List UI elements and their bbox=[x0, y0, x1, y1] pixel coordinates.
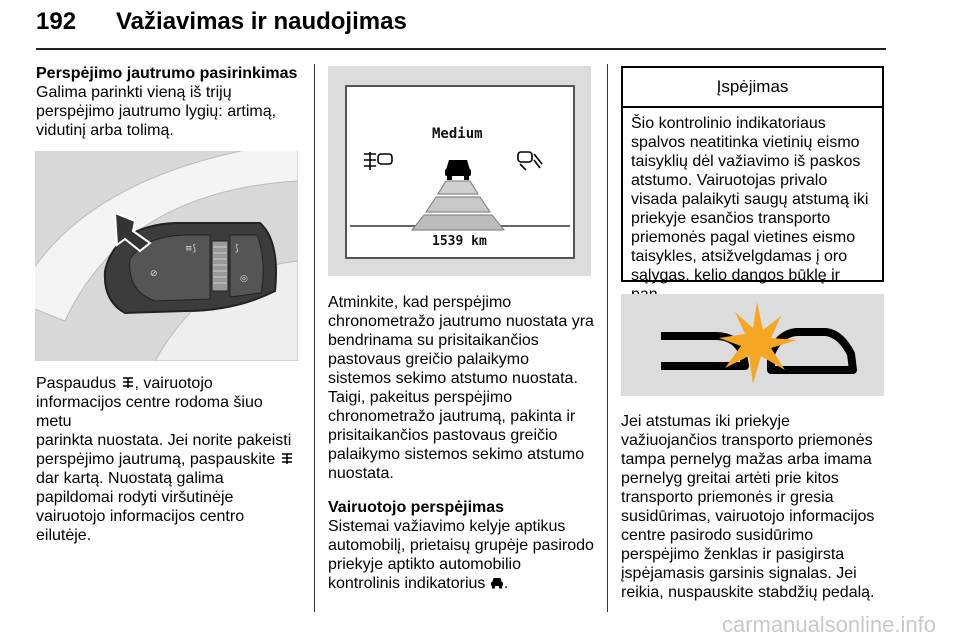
paragraph-line: Jei atstumas iki priekyje bbox=[621, 413, 790, 430]
paragraph-line: perspėjimo ženklas ir pasigirsta bbox=[621, 546, 845, 563]
paragraph-line: kontrolinis indikatorius . bbox=[328, 575, 509, 592]
warning-body bbox=[623, 108, 882, 304]
steering-wheel-image bbox=[35, 151, 298, 361]
text-fragment: perspėjimo jautrumą, paspauskite bbox=[36, 451, 280, 468]
driver-info-display-image bbox=[328, 66, 591, 276]
paragraph-line bbox=[36, 374, 302, 393]
warning-line: spalvos neatitinka vietinių eismo bbox=[631, 134, 860, 151]
paragraph-line: chronometražo jautrumą, pakinta ir bbox=[328, 408, 576, 425]
paragraph-line: informacijos centre rodoma šiuo metu bbox=[36, 394, 263, 430]
column-2-text bbox=[328, 293, 598, 593]
text-fragment: kontrolinis indikatorius bbox=[328, 575, 490, 592]
warning-line: Šio kontrolinio indikatoriaus bbox=[631, 115, 826, 132]
paragraph-line: chronometražo jautrumo nuostata yra bbox=[328, 313, 594, 330]
gap-sensitivity-icon bbox=[121, 376, 135, 389]
text-fragment: , vairuotojo bbox=[134, 375, 213, 392]
svg-text:⟆: ⟆ bbox=[235, 244, 239, 254]
paragraph-line: pernelyg greitai artėti prie kitos bbox=[621, 470, 839, 487]
column-1 bbox=[36, 64, 302, 140]
paragraph-line bbox=[36, 450, 302, 469]
warning-line: priemonės pagal vietines eismo bbox=[631, 229, 856, 246]
paragraph-line: Taigi, pakeitus perspėjimo bbox=[328, 389, 513, 406]
paragraph-line: prisitaikančios pastovaus greičio bbox=[328, 427, 558, 444]
header-rule bbox=[36, 48, 886, 50]
warning-line: taisykles, atsižvelgdamas į oro bbox=[631, 248, 848, 265]
svg-text:⊘: ⊘ bbox=[150, 269, 158, 279]
paragraph-line: transporto priemonės ir gresia bbox=[621, 489, 834, 506]
paragraph-line: susidūrimas, vairuotojo informacijos bbox=[621, 508, 875, 525]
paragraph-line: automobilį, prietaisų grupėje pasirodo bbox=[328, 537, 594, 554]
paragraph-line: dar kartą. Nuostatą galima bbox=[36, 470, 224, 487]
column-divider-1 bbox=[314, 64, 315, 612]
warning-line: priekyje esančios transporto bbox=[631, 210, 831, 227]
paragraph-line: palaikymo sistemos sekimo atstumo bbox=[328, 446, 585, 463]
watermark: carmanualsonline.info bbox=[721, 612, 936, 637]
paragraph-line: Atminkite, kad perspėjimo bbox=[328, 294, 512, 311]
svg-text:◎: ◎ bbox=[240, 274, 248, 284]
paragraph-line: Sistemai važiavimo kelyje aptikus bbox=[328, 518, 566, 535]
paragraph-line: važiuojančios transporto priemonės bbox=[621, 432, 873, 449]
paragraph-line: tampa pernelyg mažas arba imama bbox=[621, 451, 872, 468]
paragraph-line: reikia, nuspauskite stabdžių pedalą. bbox=[621, 584, 875, 601]
text-fragment: Paspaudus bbox=[36, 375, 121, 392]
warning-box bbox=[621, 66, 884, 282]
display-level-label: Medium bbox=[432, 126, 483, 142]
paragraph-line: parinkta nuostata. Jei norite pakeisti bbox=[36, 432, 292, 449]
paragraph-line: papildomai rodyti viršutinėje bbox=[36, 489, 234, 506]
section-heading-sensitivity: Perspėjimo jautrumo pasirinkimas bbox=[36, 65, 298, 82]
warning-line: atstumo. Vairuotojas privalo bbox=[631, 172, 828, 189]
paragraph-line: bendrinama su prisitaikančios bbox=[328, 332, 539, 349]
column-divider-2 bbox=[607, 64, 608, 612]
page-title: Važiavimas ir naudojimas bbox=[116, 8, 407, 35]
collision-alert-image bbox=[621, 294, 884, 396]
intro-line: Galima parinkti vieną iš trijų bbox=[36, 84, 232, 101]
paragraph-line: priekyje aptikto automobilio bbox=[328, 556, 521, 573]
warning-line: visada palaikyti saugų atstumą iki bbox=[631, 191, 869, 208]
paragraph-line: įspėjamasis garsinis signalas. Jei bbox=[621, 565, 857, 582]
intro-line: perspėjimo jautrumo lygių: artimą, bbox=[36, 103, 277, 120]
section-heading-driver-alert: Vairuotojo perspėjimas bbox=[328, 499, 505, 516]
warning-line: taisyklių dėl važiavimo iš paskos bbox=[631, 153, 861, 170]
column-3-text bbox=[621, 412, 887, 602]
collision-alert-icon bbox=[621, 294, 884, 396]
gap-sensitivity-icon bbox=[280, 452, 294, 465]
intro-line: vidutinį arba tolimą. bbox=[36, 122, 174, 139]
svg-text:≡⟆: ≡⟆ bbox=[185, 244, 197, 254]
vehicle-ahead-icon bbox=[490, 576, 504, 589]
warning-line: sąlygas, kelio dangos būklę ir bbox=[631, 267, 841, 284]
paragraph-line: vairuotojo informacijos centro bbox=[36, 508, 245, 525]
display-odometer: 1539 km bbox=[432, 234, 487, 249]
paragraph-line: centre pasirodo susidūrimo bbox=[621, 527, 814, 544]
column-1-lower bbox=[36, 374, 302, 545]
page-header bbox=[36, 8, 886, 52]
paragraph-line: eilutėje. bbox=[36, 527, 92, 544]
paragraph-line: nuostata. bbox=[328, 465, 394, 482]
paragraph-line: sistemos sekimo atstumo nuostata. bbox=[328, 370, 578, 387]
page-number: 192 bbox=[36, 8, 77, 35]
steering-wheel-illustration bbox=[35, 151, 298, 361]
paragraph-line: pastovaus greičio palaikymo bbox=[328, 351, 529, 368]
warning-title: Įspėjimas bbox=[623, 68, 882, 108]
